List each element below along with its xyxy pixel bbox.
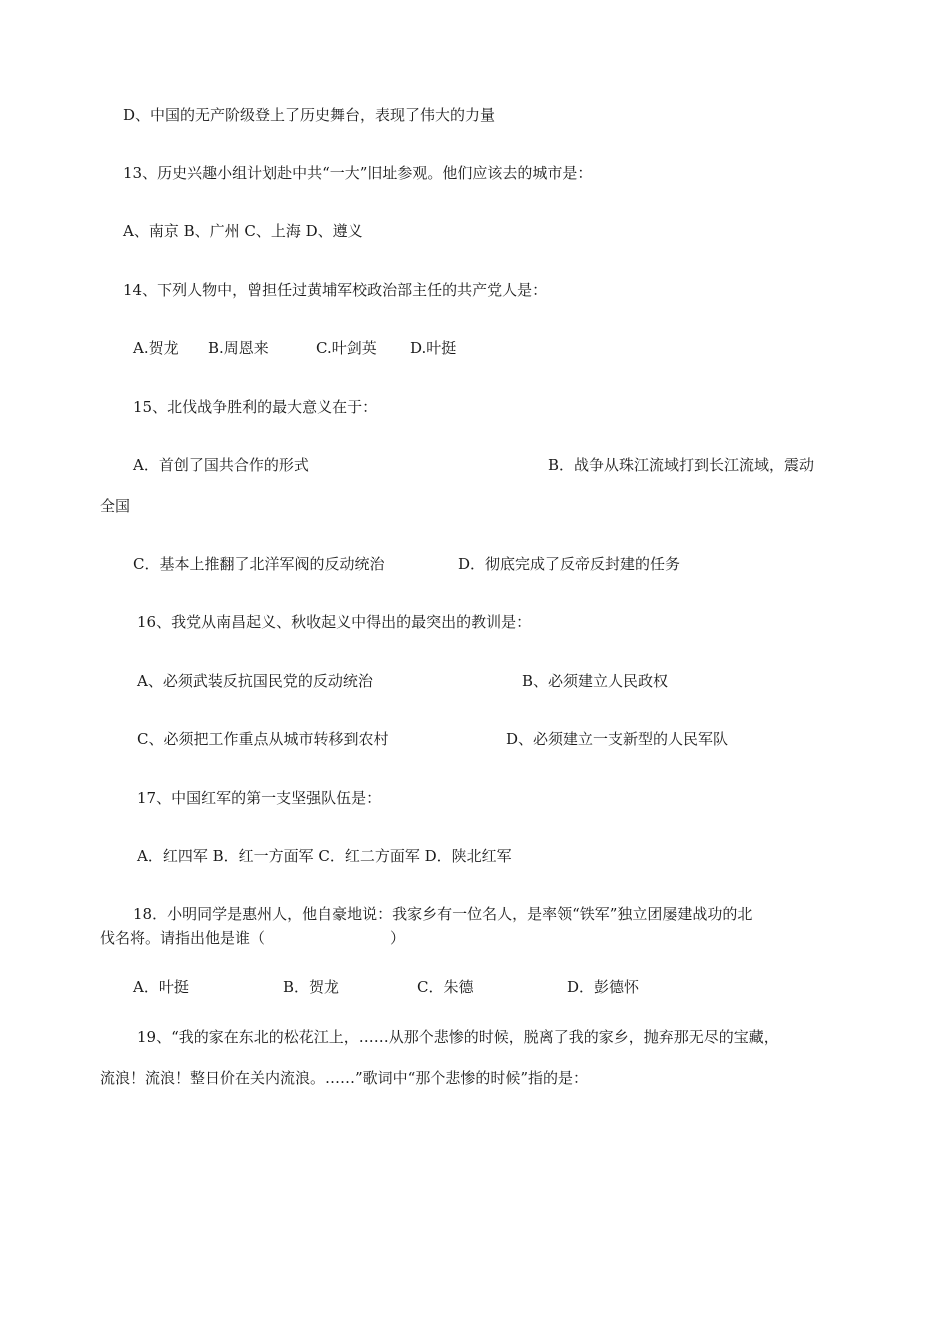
q18-stem-line2 [100, 928, 405, 948]
q16-stem: 16、我党从南昌起义、秋收起义中得出的最突出的教训是： [137, 613, 532, 631]
q14-option-b: B.周恩来 [208, 339, 269, 357]
q16-option-c: C、必须把工作重点从城市转移到农村 [137, 730, 389, 748]
q18-option-d: D．彭德怀 [567, 978, 640, 996]
q19-stem-line1: 19、“我的家在东北的松花江上，……从那个悲惨的时候，脱离了我的家乡，抛弃那无尽的宝藏， [137, 1028, 779, 1046]
q18-option-a: A．叶挺 [133, 978, 189, 996]
q13-options: A、南京 B、广州 C、上海 D、遵义 [123, 222, 363, 240]
q19-stem-line2: 流浪！流浪！整日价在关内流浪。……”歌词中“那个悲惨的时候”指的是： [100, 1069, 589, 1087]
q15-stem: 15、北伐战争胜利的最大意义在于： [133, 398, 378, 416]
q16-option-b: B、必须建立人民政权 [522, 672, 669, 690]
q17-stem: 17、中国红军的第一支坚强队伍是： [137, 789, 382, 807]
q18-stem-line1: 18．小明同学是惠州人，他自豪地说：我家乡有一位名人，是率领“铁军”独立团屡建战功的北 [133, 905, 753, 923]
q15-option-b-continuation: 全国 [100, 497, 131, 515]
q15-option-b: B．战争从珠江流域打到长江流域，震动 [548, 456, 815, 474]
q14-stem: 14、下列人物中，曾担任过黄埔军校政治部主任的共产党人是： [123, 281, 548, 299]
q16-option-a: A、必须武装反抗国民党的反动统治 [137, 672, 373, 690]
q18-option-b: B．贺龙 [283, 978, 340, 996]
q14-option-c: C.叶剑英 [316, 339, 377, 357]
q15-option-d: D．彻底完成了反帝反封建的任务 [458, 555, 681, 573]
q12-option-d: D、中国的无产阶级登上了历史舞台，表现了伟大的力量 [123, 106, 496, 124]
q16-option-d: D、必须建立一支新型的人民军队 [506, 730, 729, 748]
q17-options: A．红四军 B．红一方面军 C．红二方面军 D．陕北红军 [137, 847, 512, 865]
q13-stem: 13、历史兴趣小组计划赴中共“一大”旧址参观。他们应该去的城市是： [123, 164, 593, 182]
q18-option-c: C．朱德 [417, 978, 474, 996]
q18-stem-line2-end: ） [390, 929, 406, 947]
q15-option-c: C．基本上推翻了北洋军阀的反动统治 [133, 555, 385, 573]
q14-option-d: D.叶挺 [410, 339, 457, 357]
q14-option-a: A.贺龙 [133, 339, 179, 357]
q15-option-a: A．首创了国共合作的形式 [133, 456, 309, 474]
q18-stem-line2-start: 伐名将。请指出他是谁（ [100, 929, 266, 947]
